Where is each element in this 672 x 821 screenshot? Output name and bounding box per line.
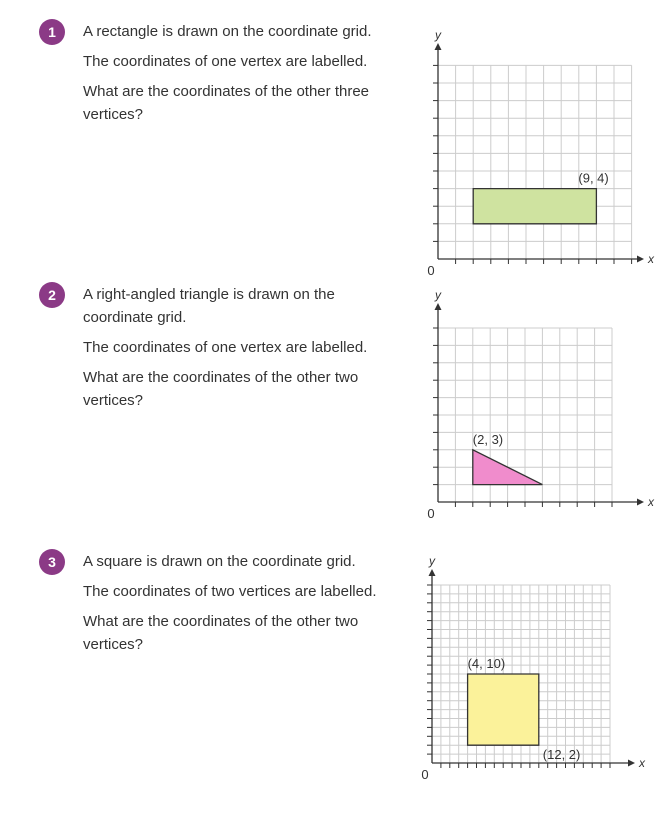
vertex-label: (4, 10) <box>467 656 506 671</box>
x-axis-arrow-icon <box>637 499 644 506</box>
coordinate-grid <box>405 20 654 278</box>
vertex-label: (9, 4) <box>578 170 609 186</box>
question-line: The coordinates of two vertices are labelled. <box>83 583 377 600</box>
x-axis-arrow-icon <box>637 256 644 263</box>
x-axis-label: x <box>648 495 654 509</box>
question-line: A square is drawn on the coordinate grid. <box>83 553 356 570</box>
question-text <box>83 550 413 663</box>
question-line: A rectangle is drawn on the coordinate grid. <box>83 23 372 40</box>
x-axis-arrow-icon <box>628 760 635 767</box>
question-text <box>83 283 413 419</box>
question-text <box>83 20 413 133</box>
y-axis-label: y <box>435 28 441 42</box>
y-axis-arrow-icon <box>435 303 442 310</box>
question-number-badge: 2 <box>39 282 65 308</box>
question-line: What are the coordinates of the other two vertices? <box>83 369 359 409</box>
question-line: A right-angled triangle is drawn on the coordinate grid. <box>83 286 335 326</box>
question-line: What are the coordinates of the other three vertices? <box>83 83 370 123</box>
question-line: What are the coordinates of the other two vertices? <box>83 613 359 653</box>
vertex-label: (12, 2) <box>542 746 581 762</box>
coordinate-grid <box>405 550 645 790</box>
question-number-badge: 1 <box>39 19 65 45</box>
origin-label: 0 <box>427 263 435 278</box>
y-axis-label: y <box>429 554 435 568</box>
y-axis-label: y <box>435 288 441 302</box>
y-axis-arrow-icon <box>429 569 436 576</box>
x-axis-label: x <box>639 756 645 770</box>
coordinate-grid <box>405 280 654 521</box>
vertex-label: (2, 3) <box>472 431 504 447</box>
rectangle-shape <box>473 189 596 224</box>
question-line: The coordinates of one vertex are labelled. <box>83 53 368 70</box>
y-axis-arrow-icon <box>435 43 442 50</box>
origin-label: 0 <box>421 767 429 782</box>
square-shape <box>468 674 539 745</box>
question-line: The coordinates of one vertex are labelled. <box>83 339 368 356</box>
question-number-badge: 3 <box>39 549 65 575</box>
x-axis-label: x <box>648 252 654 266</box>
origin-label: 0 <box>427 506 435 521</box>
